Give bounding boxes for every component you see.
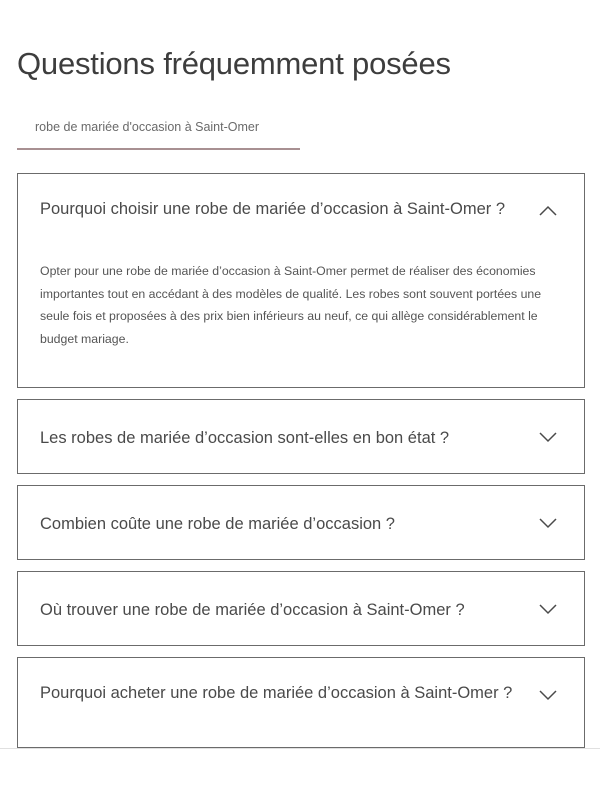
divider	[0, 748, 600, 749]
faq-question[interactable]: Où trouver une robe de mariée d’occasion à Saint-Omer ?	[40, 601, 465, 619]
faq-answer: Opter pour une robe de mariée d’occasion à Saint-Omer permet de réaliser des économies importantes tout en accédant à des modèles de qualité. Les robes sont souvent portées une seule fois et proposées à des prix bien inférieurs au neuf, ce qui allège considérablement le budget mariage.	[40, 264, 542, 346]
faq-question[interactable]: Pourquoi choisir une robe de mariée d’occasion à Saint-Omer ?	[40, 200, 505, 218]
chevron-down-icon[interactable]	[538, 516, 558, 530]
faq-item[interactable]	[17, 173, 585, 388]
faq-item[interactable]	[17, 485, 585, 560]
tab-label: robe de mariée d'occasion à Saint-Omer	[35, 120, 260, 134]
faq-item[interactable]	[17, 657, 585, 748]
faq-question[interactable]: Combien coûte une robe de mariée d’occasion ?	[40, 515, 395, 533]
faq-item[interactable]	[17, 399, 585, 474]
chevron-down-icon[interactable]	[538, 430, 558, 444]
tab-category[interactable]	[17, 110, 300, 150]
page-title: Questions fréquemment posées	[17, 46, 451, 81]
chevron-down-icon[interactable]	[538, 602, 558, 616]
faq-question[interactable]: Pourquoi acheter une robe de mariée d’occasion à Saint-Omer ?	[40, 684, 513, 702]
chevron-up-icon[interactable]	[538, 204, 558, 218]
chevron-down-icon[interactable]	[538, 688, 558, 702]
faq-question[interactable]: Les robes de mariée d’occasion sont-elles en bon état ?	[40, 429, 450, 447]
faq-item[interactable]	[17, 571, 585, 646]
